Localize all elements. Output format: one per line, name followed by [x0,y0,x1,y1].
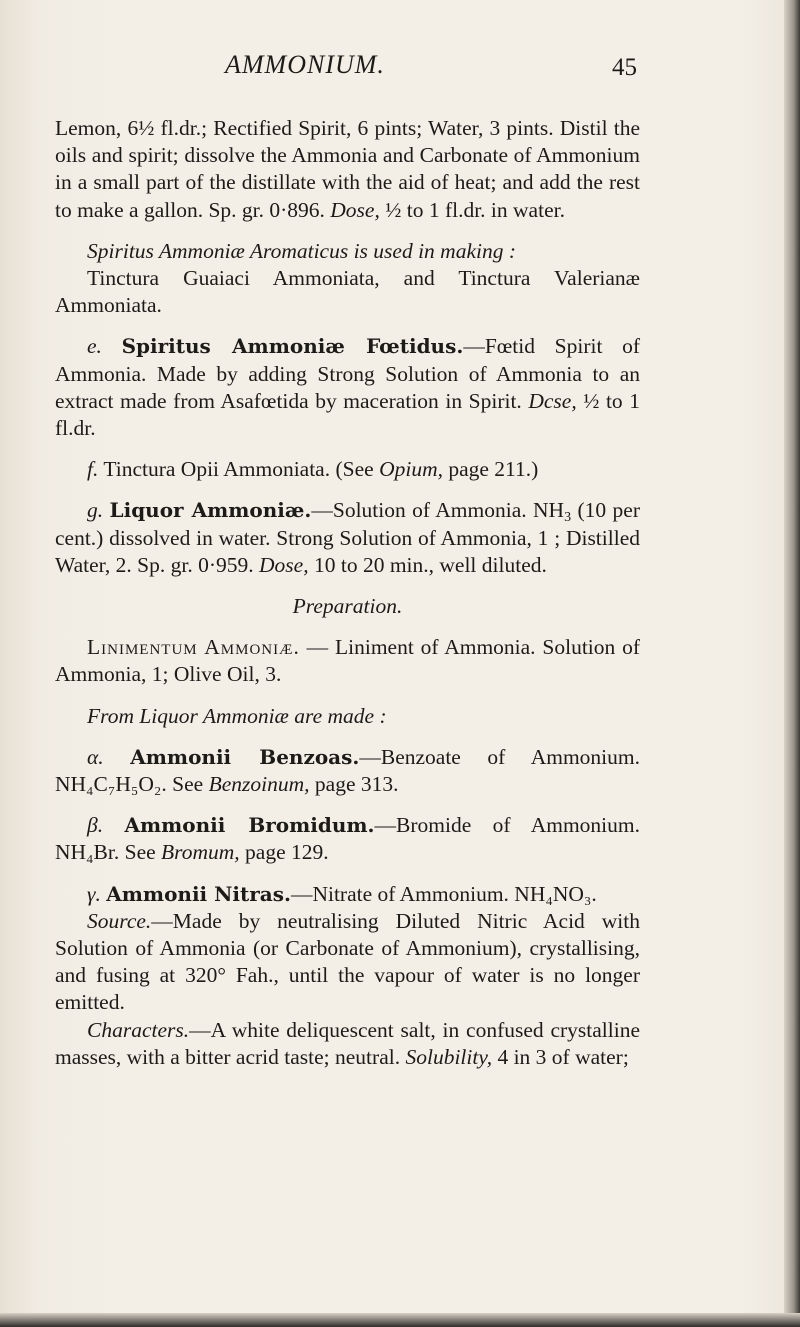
page-header [0,50,800,90]
entry-e: e. Spiritus Ammoniæ Fœtidus.—Fœtid Spirit of Ammonia. Made by adding Strong Solution of Ammonia to an extract made from Asafœtida by maceration in Spirit. Dcse, ½ to 1 fl.dr. [55,334,640,441]
entry-g: g. Liquor Ammoniæ.—Solution of Ammonia. $NH_3$ (10 per cent.) dissolved in water. Strong Solution of Ammonia, 1 ; Distilled Water, 2. Sp. gr. 0·959. Dose, 10 to 20 min., well diluted. [55,498,641,577]
entry-beta-name: Ammonii Bromidum. [124,813,375,838]
entry-gamma-name: Ammonii Nitras. [106,881,291,906]
entry-gamma: γ. Ammonii Nitras.—Nitrate of Ammonium. NH₄NO₃. [87,881,597,906]
page-bottom-shadow [0,1313,800,1327]
used-in-heading: Spiritus Ammoniæ Aromaticus is used in making : [87,238,517,263]
gamma-source: Source.—Made by neutralising Diluted Nitric Acid with Solution of Ammonia (or Carbonate of Ammonium), crystallising, and fusing at 320° Fah., until the vapour of water is no longer emitted. [55,908,640,1015]
paragraph-lemon: Lemon, 6½ fl.dr.; Rectified Spirit, 6 pints; Water, 3 pints. Distil the oils and spirit; dissolve the Ammonia and Carbonate of Ammonium in a small part of the distillate with the aid of heat; and add the rest to make a gallon. Sp. gr. 0·896. Dose, ½ to 1 fl.dr. in water. [55,116,640,222]
liniment-name: Linimentum Ammoniæ. [87,635,300,660]
entry-alpha-name: Ammonii Benzoas. [130,744,360,769]
entry-e-name: Spiritus Ammoniæ Fœtidus. [121,334,464,359]
gamma-characters: Characters.—A white deliquescent salt, in confused crystalline masses, with a bitter acrid taste; neutral. Solubility, 4 in 3 of water; [55,1017,640,1069]
liniment-entry: Linimentum Ammoniæ. — Liniment of Ammonia. Solution of Ammonia, 1; Olive Oil, 3. [55,635,640,687]
running-title: AMMONIUM. [225,50,385,79]
dose-label: Dose, [330,197,380,222]
from-heading: From Liquor Ammoniæ are made : [87,703,387,728]
entry-g-name: Liquor Ammoniæ. [109,498,312,523]
body-text [55,115,640,1071]
entry-f: f. Tinctura Opii Ammoniata. (See Opium, page 211.) [87,457,539,482]
page-number: 45 [612,54,637,81]
entry-alpha: α. Ammonii Benzoas.—Benzoate of Ammonium. NH₄C₇H₅O₂. See Benzoinum, page 313. [55,744,640,797]
preparation-heading: Preparation. [292,594,403,619]
page-edge-shadow [784,0,800,1327]
entry-beta: β. Ammonii Bromidum.—Bromide of Ammonium. NH₄Br. See Bromum, page 129. [55,813,640,865]
used-in-list: Tinctura Guaiaci Ammoniata, and Tinctura Valerianæ Ammoniata. [55,266,640,318]
